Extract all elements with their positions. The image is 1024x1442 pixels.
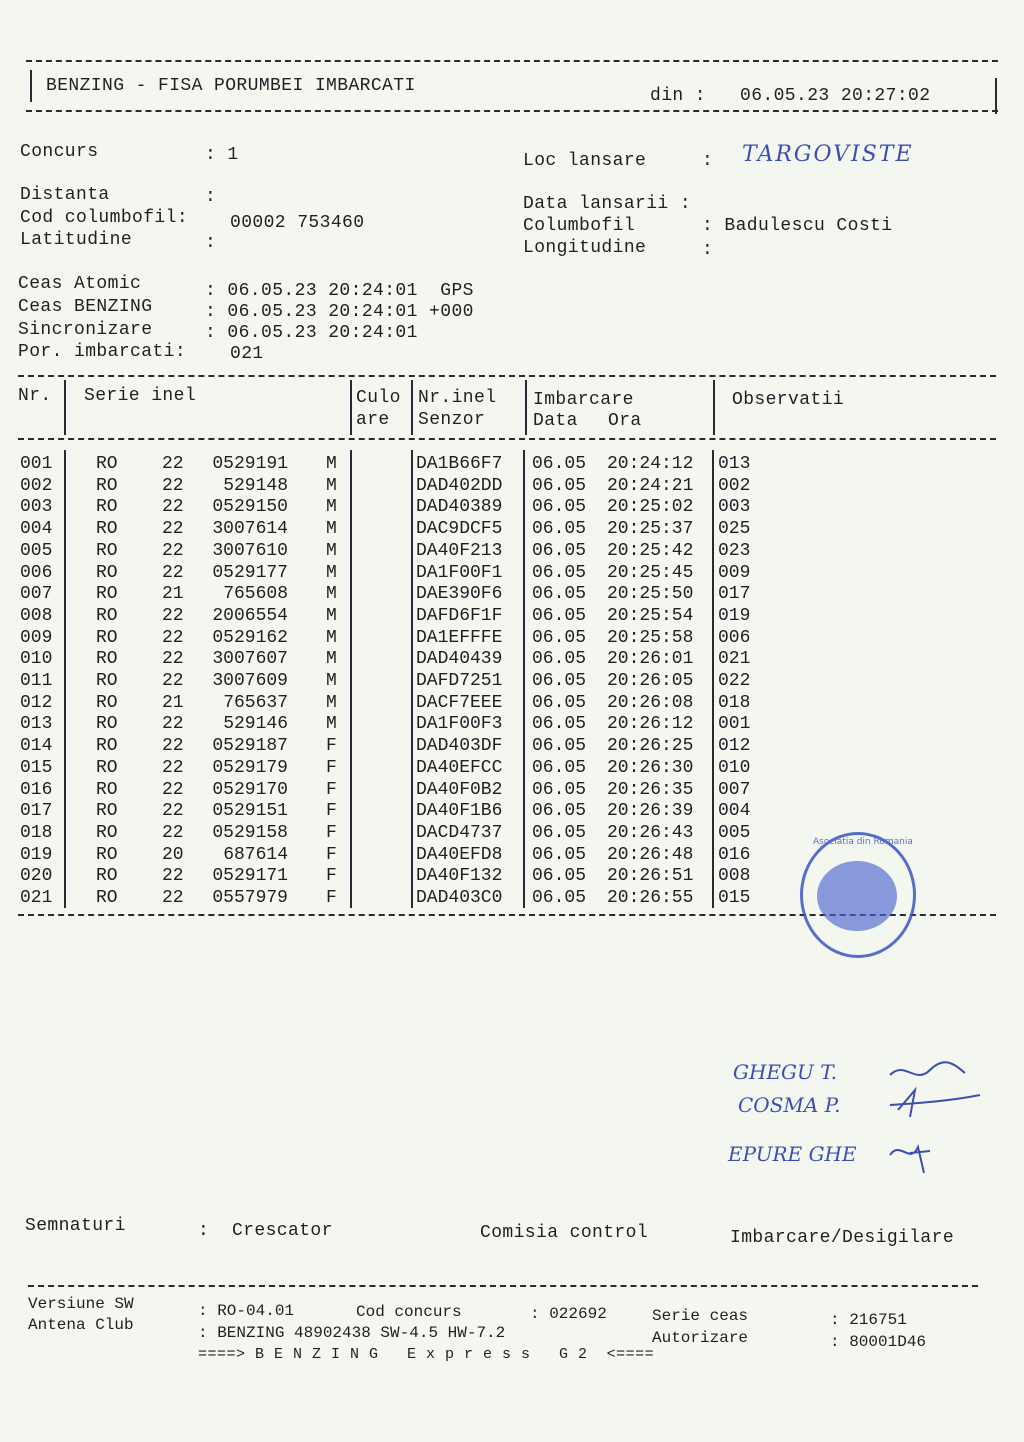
table-row xyxy=(0,649,1000,670)
cell-sex: M xyxy=(326,540,337,561)
cell-country: RO xyxy=(96,562,118,583)
ceas-benzing-label: Ceas BENZING xyxy=(18,297,153,317)
cell-sensor: DAFD6F1F xyxy=(416,605,503,626)
loc-lansare-handwritten: TARGOVISTE xyxy=(742,142,914,167)
cell-time: 20:25:37 xyxy=(607,519,694,540)
antena-label: Antena Club xyxy=(28,1316,134,1334)
cell-ring: 0529162 xyxy=(212,627,288,648)
loc-lansare-sep: : xyxy=(702,151,714,171)
cell-date: 06.05 xyxy=(532,866,587,887)
concurs-label: Concurs xyxy=(20,142,99,162)
cell-observatii: 018 xyxy=(718,692,751,713)
cell-observatii: 008 xyxy=(718,866,751,887)
semnaturi-sep: : xyxy=(198,1221,210,1241)
cell-country: RO xyxy=(96,519,118,540)
autorizare-value: : 80001D46 xyxy=(830,1333,927,1351)
stamp-pigeon-emblem xyxy=(817,861,897,931)
cell-date: 06.05 xyxy=(532,714,587,735)
cell-observatii: 005 xyxy=(718,822,751,843)
autorizare-label: Autorizare xyxy=(652,1329,749,1347)
cell-year: 22 xyxy=(162,519,184,540)
versiune-value: : RO-04.01 xyxy=(198,1302,295,1320)
cell-ring: 0529179 xyxy=(212,757,288,778)
cell-ring: 3007607 xyxy=(212,649,288,670)
cell-ring: 529146 xyxy=(223,714,288,735)
cell-nr: 005 xyxy=(20,540,53,561)
cell-nr: 006 xyxy=(20,562,53,583)
cell-sensor: DA1F00F1 xyxy=(416,562,503,583)
cell-observatii: 004 xyxy=(718,801,751,822)
cell-date: 06.05 xyxy=(532,844,587,865)
cell-nr: 001 xyxy=(20,454,53,474)
table-row xyxy=(0,563,1000,584)
cell-ring: 0529151 xyxy=(212,801,288,822)
cell-sensor: DA40F132 xyxy=(416,866,503,887)
cell-country: RO xyxy=(96,475,118,496)
cell-country: RO xyxy=(96,692,118,713)
cell-ring: 0529171 xyxy=(212,866,288,887)
cell-date: 06.05 xyxy=(532,519,587,540)
cell-year: 22 xyxy=(162,497,184,518)
cell-nr: 011 xyxy=(20,671,53,691)
cell-time: 20:26:25 xyxy=(607,736,694,757)
cell-nr: 007 xyxy=(20,584,53,605)
cell-sex: M xyxy=(326,454,337,474)
handwritten-name-2: COSMA P. xyxy=(738,1093,841,1117)
cell-time: 20:26:55 xyxy=(607,888,694,908)
cell-nr: 020 xyxy=(20,866,53,887)
cod-concurs-label: Cod concurs xyxy=(356,1303,462,1321)
cell-year: 22 xyxy=(162,475,184,496)
cell-country: RO xyxy=(96,844,118,865)
cell-sex: M xyxy=(326,649,337,670)
cell-observatii: 025 xyxy=(718,519,751,540)
club-stamp xyxy=(800,832,916,958)
cell-sensor: DA1F00F3 xyxy=(416,714,503,735)
cell-nr: 003 xyxy=(20,497,53,518)
cell-sex: M xyxy=(326,671,337,691)
cell-date: 06.05 xyxy=(532,540,587,561)
ceas-benzing-value: : 06.05.23 20:24:01 +000 xyxy=(205,302,474,322)
cell-year: 22 xyxy=(162,822,184,843)
cell-date: 06.05 xyxy=(532,692,587,713)
cell-sex: M xyxy=(326,475,337,496)
distanta-label: Distanta xyxy=(20,185,110,205)
th-culoare-1: Culo xyxy=(356,388,401,408)
cell-country: RO xyxy=(96,454,118,474)
cell-nr: 018 xyxy=(20,822,53,843)
cell-sensor: DAE390F6 xyxy=(416,584,503,605)
ceas-atomic-label: Ceas Atomic xyxy=(18,274,142,294)
cell-country: RO xyxy=(96,649,118,670)
cell-year: 22 xyxy=(162,605,184,626)
cell-sex: F xyxy=(326,822,337,843)
columbofil-label: Columbofil xyxy=(523,216,636,236)
cell-observatii: 013 xyxy=(718,454,751,474)
cell-time: 20:25:50 xyxy=(607,584,694,605)
comisia-label: Comisia control xyxy=(480,1223,649,1243)
cell-year: 22 xyxy=(162,540,184,561)
cell-year: 22 xyxy=(162,801,184,822)
cell-date: 06.05 xyxy=(532,822,587,843)
cell-time: 20:25:45 xyxy=(607,562,694,583)
cell-ring: 0529170 xyxy=(212,779,288,800)
table-row xyxy=(0,476,1000,497)
th-culoare-2: are xyxy=(356,410,390,430)
th-nr-inel: Nr.inel xyxy=(418,388,497,408)
cell-ring: 0529177 xyxy=(212,562,288,583)
cell-nr: 014 xyxy=(20,736,53,757)
cell-time: 20:24:12 xyxy=(607,454,694,474)
cell-date: 06.05 xyxy=(532,671,587,691)
cell-observatii: 016 xyxy=(718,844,751,865)
cell-date: 06.05 xyxy=(532,454,587,474)
cell-sensor: DA40F0B2 xyxy=(416,779,503,800)
th-serie-inel: Serie inel xyxy=(84,386,197,406)
cell-observatii: 019 xyxy=(718,605,751,626)
table-row xyxy=(0,519,1000,540)
cell-observatii: 002 xyxy=(718,475,751,496)
cell-sex: M xyxy=(326,627,337,648)
latitudine-sep: : xyxy=(205,233,217,253)
cod-columbofil-label: Cod columbofil: xyxy=(20,208,189,228)
cell-sex: F xyxy=(326,779,337,800)
cell-sensor: DAD403DF xyxy=(416,736,503,757)
header-datetime: 06.05.23 20:27:02 xyxy=(740,86,931,106)
stamp-text: Asociatia din Romania xyxy=(813,837,913,847)
th-imbarcare: Imbarcare xyxy=(533,390,634,410)
cell-date: 06.05 xyxy=(532,584,587,605)
cell-ring: 3007609 xyxy=(212,671,288,691)
table-row xyxy=(0,714,1000,735)
cell-date: 06.05 xyxy=(532,801,587,822)
cell-date: 06.05 xyxy=(532,649,587,670)
footer-top-border xyxy=(28,1285,978,1287)
table-row xyxy=(0,606,1000,627)
cell-observatii: 023 xyxy=(718,540,751,561)
cell-country: RO xyxy=(96,757,118,778)
cell-year: 22 xyxy=(162,736,184,757)
cell-sensor: DAC9DCF5 xyxy=(416,519,503,540)
cell-country: RO xyxy=(96,801,118,822)
cell-nr: 010 xyxy=(20,649,53,670)
cell-time: 20:26:51 xyxy=(607,866,694,887)
cell-time: 20:26:01 xyxy=(607,649,694,670)
cell-year: 22 xyxy=(162,757,184,778)
sincronizare-label: Sincronizare xyxy=(18,320,153,340)
cell-sensor: DA1B66F7 xyxy=(416,454,503,474)
longitudine-sep: : xyxy=(702,240,714,260)
cell-sensor: DACF7EEE xyxy=(416,692,503,713)
cell-observatii: 022 xyxy=(718,671,751,691)
cell-sex: F xyxy=(326,866,337,887)
handwritten-signatures xyxy=(880,1055,990,1185)
table-row xyxy=(0,780,1000,801)
cell-observatii: 006 xyxy=(718,627,751,648)
table-row xyxy=(0,584,1000,605)
cell-observatii: 015 xyxy=(718,888,751,908)
cell-ring: 0557979 xyxy=(212,888,288,908)
versiune-label: Versiune SW xyxy=(28,1295,134,1313)
table-row xyxy=(0,758,1000,779)
cell-ring: 765608 xyxy=(223,584,288,605)
cell-country: RO xyxy=(96,714,118,735)
cell-ring: 0529150 xyxy=(212,497,288,518)
cell-ring: 2006554 xyxy=(212,605,288,626)
cell-sex: F xyxy=(326,736,337,757)
cell-nr: 015 xyxy=(20,757,53,778)
cell-year: 21 xyxy=(162,692,184,713)
cell-date: 06.05 xyxy=(532,627,587,648)
cell-year: 22 xyxy=(162,671,184,691)
cell-nr: 004 xyxy=(20,519,53,540)
cell-year: 22 xyxy=(162,866,184,887)
cell-sensor: DA40EFD8 xyxy=(416,844,503,865)
cell-date: 06.05 xyxy=(532,888,587,908)
cell-nr: 019 xyxy=(20,844,53,865)
cell-sex: M xyxy=(326,714,337,735)
table-row xyxy=(0,693,1000,714)
th-data: Data xyxy=(533,411,578,431)
semnaturi-label: Semnaturi xyxy=(25,1216,126,1236)
longitudine-label: Longitudine xyxy=(523,238,647,258)
cell-time: 20:26:35 xyxy=(607,779,694,800)
serie-ceas-label: Serie ceas xyxy=(652,1307,749,1325)
th-nr: Nr. xyxy=(18,386,52,406)
cell-date: 06.05 xyxy=(532,757,587,778)
document-title: BENZING - FISA PORUMBEI IMBARCATI xyxy=(46,76,416,96)
distanta-sep: : xyxy=(205,187,217,207)
cell-year: 22 xyxy=(162,562,184,583)
cell-sex: F xyxy=(326,844,337,865)
cell-country: RO xyxy=(96,736,118,757)
cell-sensor: DACD4737 xyxy=(416,822,503,843)
cell-time: 20:26:43 xyxy=(607,822,694,843)
crescator-label: Crescator xyxy=(232,1221,333,1241)
table-row xyxy=(0,628,1000,649)
cell-ring: 3007614 xyxy=(212,519,288,540)
cell-observatii: 001 xyxy=(718,714,751,735)
cell-date: 06.05 xyxy=(532,605,587,626)
cell-ring: 3007610 xyxy=(212,540,288,561)
cell-time: 20:25:54 xyxy=(607,605,694,626)
cell-sensor: DAFD7251 xyxy=(416,671,503,691)
por-imbarcati-value: 021 xyxy=(230,344,264,364)
cell-nr: 017 xyxy=(20,801,53,822)
antena-value: : BENZING 48902438 SW-4.5 HW-7.2 xyxy=(198,1324,506,1342)
signature-2 xyxy=(890,1090,980,1117)
cell-sex: F xyxy=(326,888,337,908)
cell-date: 06.05 xyxy=(532,779,587,800)
cell-year: 20 xyxy=(162,844,184,865)
header-din-label: din : xyxy=(650,86,707,106)
cell-sensor: DA40EFCC xyxy=(416,757,503,778)
table-row xyxy=(0,454,1000,475)
cell-nr: 012 xyxy=(20,692,53,713)
cell-time: 20:26:08 xyxy=(607,692,694,713)
th-ora: Ora xyxy=(608,411,642,431)
cell-year: 22 xyxy=(162,649,184,670)
cell-observatii: 012 xyxy=(718,736,751,757)
signature-1 xyxy=(890,1062,965,1075)
cell-time: 20:26:39 xyxy=(607,801,694,822)
cell-year: 22 xyxy=(162,454,184,474)
cell-observatii: 003 xyxy=(718,497,751,518)
cell-time: 20:26:48 xyxy=(607,844,694,865)
benzing-brand-line: ====> B E N Z I N G E x p r e s s G 2 <==== xyxy=(198,1346,655,1363)
cell-sex: M xyxy=(326,584,337,605)
cell-year: 22 xyxy=(162,888,184,908)
imbarcare-desigilare-label: Imbarcare/Desigilare xyxy=(730,1228,955,1248)
cell-time: 20:26:12 xyxy=(607,714,694,735)
cell-nr: 008 xyxy=(20,605,53,626)
cell-nr: 021 xyxy=(20,888,53,908)
cell-country: RO xyxy=(96,627,118,648)
cell-country: RO xyxy=(96,866,118,887)
cell-year: 22 xyxy=(162,779,184,800)
serie-ceas-value: : 216751 xyxy=(830,1311,907,1329)
cell-sex: M xyxy=(326,519,337,540)
cell-observatii: 021 xyxy=(718,649,751,670)
cell-country: RO xyxy=(96,671,118,691)
cell-sensor: DA1EFFFE xyxy=(416,627,503,648)
table-row xyxy=(0,671,1000,692)
cell-observatii: 010 xyxy=(718,757,751,778)
cell-sensor: DAD403C0 xyxy=(416,888,503,908)
cell-ring: 0529187 xyxy=(212,736,288,757)
cell-time: 20:24:21 xyxy=(607,475,694,496)
data-lansarii-label: Data lansarii : xyxy=(523,194,692,214)
cell-date: 06.05 xyxy=(532,475,587,496)
cell-sensor: DAD40439 xyxy=(416,649,503,670)
cell-ring: 687614 xyxy=(223,844,288,865)
cell-country: RO xyxy=(96,822,118,843)
handwritten-name-1: GHEGU T. xyxy=(733,1060,837,1084)
concurs-value: : 1 xyxy=(205,145,239,165)
cell-observatii: 007 xyxy=(718,779,751,800)
sincronizare-value: : 06.05.23 20:24:01 xyxy=(205,323,418,343)
cell-year: 22 xyxy=(162,627,184,648)
cell-nr: 016 xyxy=(20,779,53,800)
cell-date: 06.05 xyxy=(532,736,587,757)
th-senzor: Senzor xyxy=(418,410,486,430)
por-imbarcati-label: Por. imbarcati: xyxy=(18,342,187,362)
latitudine-label: Latitudine xyxy=(20,230,133,250)
handwritten-name-3: EPURE GHE xyxy=(728,1142,857,1166)
ceas-atomic-value: : 06.05.23 20:24:01 GPS xyxy=(205,281,474,301)
cell-country: RO xyxy=(96,540,118,561)
cell-country: RO xyxy=(96,584,118,605)
cod-concurs-value: : 022692 xyxy=(530,1305,607,1323)
cell-country: RO xyxy=(96,497,118,518)
cell-sex: M xyxy=(326,497,337,518)
cell-time: 20:26:05 xyxy=(607,671,694,691)
cell-sex: F xyxy=(326,801,337,822)
cell-year: 21 xyxy=(162,584,184,605)
cell-time: 20:26:30 xyxy=(607,757,694,778)
cell-observatii: 017 xyxy=(718,584,751,605)
th-observatii: Observatii xyxy=(732,390,845,410)
cell-sex: M xyxy=(326,605,337,626)
cell-ring: 0529191 xyxy=(212,454,288,474)
signature-3 xyxy=(890,1147,930,1173)
cell-ring: 765637 xyxy=(223,692,288,713)
cell-sex: M xyxy=(326,562,337,583)
cell-year: 22 xyxy=(162,714,184,735)
columbofil-value: : Badulescu Costi xyxy=(702,216,893,236)
loc-lansare-label: Loc lansare xyxy=(523,151,647,171)
cell-sensor: DAD402DD xyxy=(416,475,503,496)
cell-sex: F xyxy=(326,757,337,778)
cell-nr: 009 xyxy=(20,627,53,648)
table-row xyxy=(0,801,1000,822)
cell-date: 06.05 xyxy=(532,497,587,518)
cell-date: 06.05 xyxy=(532,562,587,583)
cod-columbofil-value: 00002 753460 xyxy=(230,213,365,233)
cell-time: 20:25:42 xyxy=(607,540,694,561)
cell-observatii: 009 xyxy=(718,562,751,583)
cell-ring: 529148 xyxy=(223,475,288,496)
table-row xyxy=(0,497,1000,518)
cell-ring: 0529158 xyxy=(212,822,288,843)
cell-country: RO xyxy=(96,605,118,626)
table-row xyxy=(0,541,1000,562)
cell-nr: 002 xyxy=(20,475,53,496)
cell-sensor: DA40F213 xyxy=(416,540,503,561)
cell-country: RO xyxy=(96,779,118,800)
cell-time: 20:25:58 xyxy=(607,627,694,648)
cell-sensor: DAD40389 xyxy=(416,497,503,518)
cell-country: RO xyxy=(96,888,118,908)
cell-sex: M xyxy=(326,692,337,713)
cell-time: 20:25:02 xyxy=(607,497,694,518)
cell-nr: 013 xyxy=(20,714,53,735)
table-row xyxy=(0,736,1000,757)
cell-sensor: DA40F1B6 xyxy=(416,801,503,822)
